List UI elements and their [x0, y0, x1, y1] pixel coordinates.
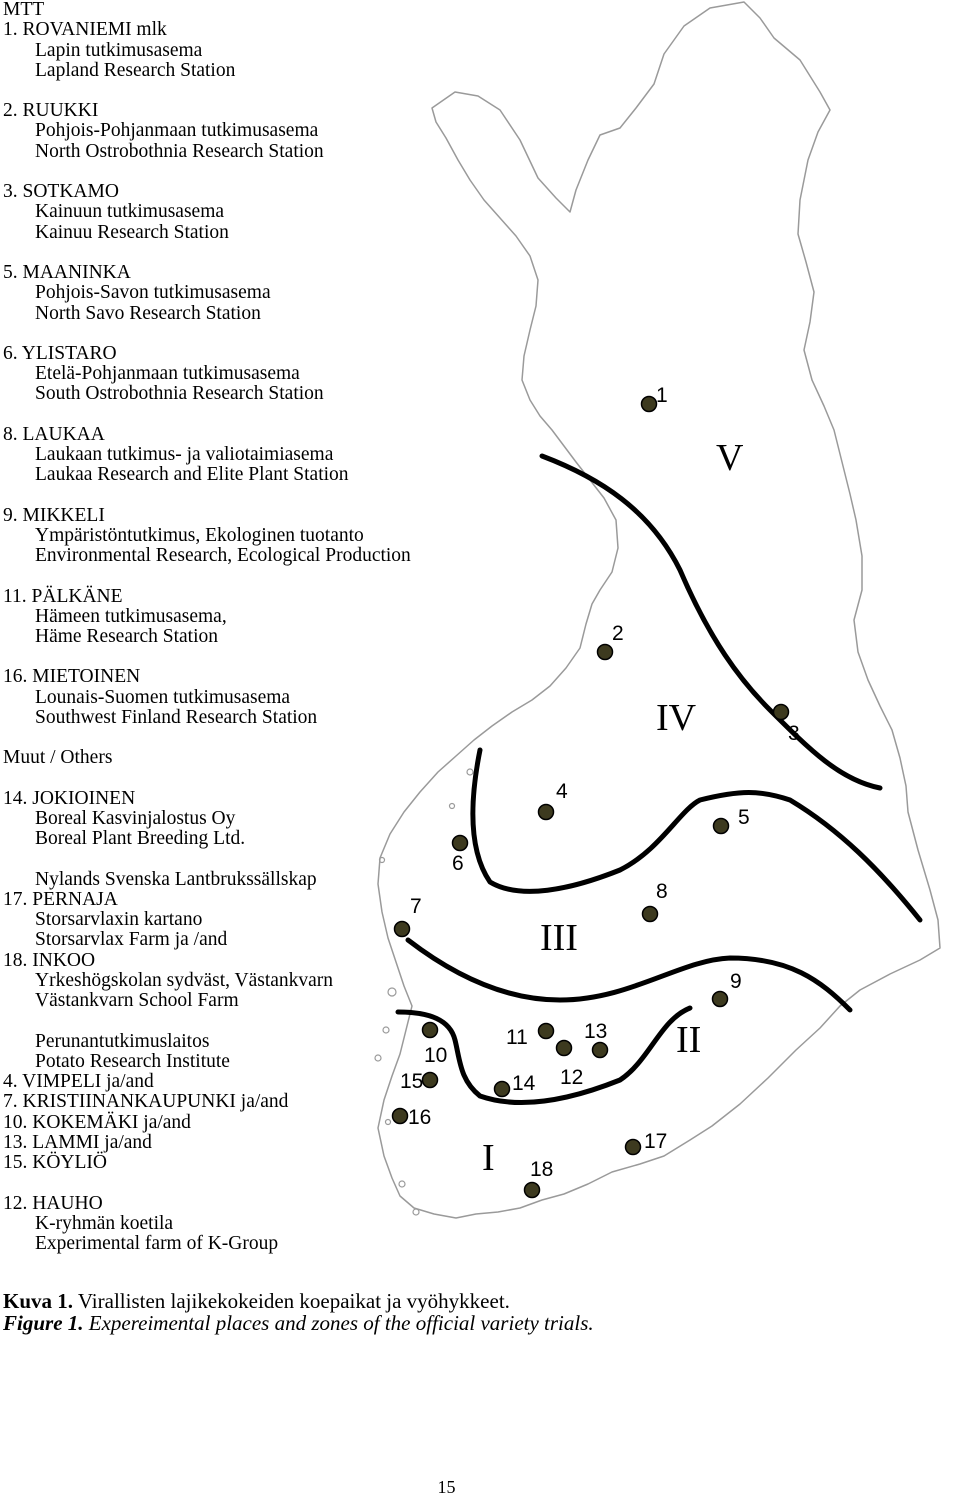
legend-line: Yrkeshögskolan sydväst, Västankvarn [35, 969, 334, 991]
legend-line: 4. VIMPELI ja/and [3, 1071, 154, 1093]
legend-line: Kainuu Research Station [35, 221, 229, 243]
site-label-12: 12 [560, 1066, 584, 1089]
zone-label-v: V [716, 437, 744, 479]
legend-line: 15. KÖYLIÖ [3, 1152, 107, 1174]
legend-line: 16. MIETOINEN [3, 666, 141, 688]
legend-line: South Ostrobothnia Research Station [35, 383, 324, 405]
site-marker-11 [539, 1024, 554, 1039]
site-marker-4 [539, 805, 554, 820]
zone-boundary-iv-iii [473, 750, 920, 920]
site-marker-1 [642, 397, 657, 412]
site-marker-14 [495, 1082, 510, 1097]
zone-label-iv: IV [656, 697, 697, 739]
legend-line: Lounais-Suomen tutkimusasema [35, 686, 291, 708]
site-label-14: 14 [512, 1072, 536, 1095]
legend-line: Boreal Plant Breeding Ltd. [35, 828, 246, 850]
legend-line: Lapland Research Station [35, 59, 236, 81]
site-label-6: 6 [452, 852, 464, 875]
site-marker-15 [423, 1073, 438, 1088]
site-label-11: 11 [506, 1026, 528, 1049]
legend-line: 9. MIKKELI [3, 504, 105, 526]
site-label-3: 3 [788, 722, 800, 745]
legend-line: 17. PERNAJA [3, 888, 118, 910]
legend-line: 10. KOKEMÄKI ja/and [3, 1111, 191, 1133]
site-marker-13 [593, 1043, 608, 1058]
legend-line: Perunantutkimuslaitos [35, 1030, 210, 1052]
legend-line: Västankvarn School Farm [35, 990, 239, 1012]
legend-line: Experimental farm of K-Group [35, 1233, 279, 1255]
zone-boundary-v-iv [542, 456, 880, 788]
site-label-8: 8 [656, 880, 668, 903]
caption-en-text: Expereimental places and zones of the official variety trials. [83, 1311, 594, 1335]
site-marker-2 [598, 645, 613, 660]
zone-label-ii: II [676, 1019, 702, 1061]
zone-boundary-iii-ii [408, 940, 850, 1010]
site-marker-6 [453, 836, 468, 851]
legend-line: Boreal Kasvinjalostus Oy [35, 807, 236, 829]
legend-line: 8. LAUKAA [3, 423, 105, 445]
legend-line: Etelä-Pohjanmaan tutkimusasema [35, 363, 300, 385]
legend-line: Häme Research Station [35, 626, 219, 648]
legend-line: 6. YLISTARO [3, 342, 117, 364]
site-label-1: 1 [656, 384, 668, 407]
site-marker-18 [525, 1183, 540, 1198]
legend-line: Storsarvlax Farm ja /and [35, 929, 228, 951]
legend-line: MTT [3, 0, 45, 20]
zone-label-i: I [482, 1137, 495, 1179]
site-marker-17 [626, 1140, 641, 1155]
legend-line: North Savo Research Station [35, 302, 261, 324]
legend-line: 3. SOTKAMO [3, 181, 119, 203]
site-label-5: 5 [738, 806, 750, 829]
site-label-15: 15 [400, 1070, 424, 1093]
legend-line: 5. MAANINKA [3, 261, 131, 283]
site-label-17: 17 [644, 1130, 668, 1153]
site-label-10: 10 [424, 1044, 448, 1067]
caption-en-label: Figure 1. [3, 1311, 84, 1335]
legend-line: Nylands Svenska Lantbrukssällskap [35, 868, 317, 890]
zone-labels [482, 437, 744, 1179]
legend-line: Southwest Finland Research Station [35, 707, 318, 729]
caption-fi-label: Kuva 1. [3, 1289, 74, 1313]
legend-line: Hämeen tutkimusasema, [35, 605, 227, 627]
legend-line: Pohjois-Pohjanmaan tutkimusasema [35, 120, 319, 142]
caption-fi-text: Virallisten lajikekokeiden koepaikat ja vyöhykkeet. [73, 1289, 510, 1313]
legend-line: 12. HAUHO [3, 1192, 103, 1214]
site-marker-12 [557, 1041, 572, 1056]
legend-line: Potato Research Institute [35, 1050, 230, 1072]
legend-line: Lapin tutkimusasema [35, 39, 203, 61]
legend-line: Muut / Others [3, 747, 113, 769]
zone-label-iii: III [540, 917, 578, 959]
site-label-9: 9 [730, 970, 742, 993]
site-legend [3, 0, 411, 1255]
site-label-13: 13 [584, 1020, 608, 1043]
site-marker-3 [774, 705, 789, 720]
legend-line: 11. PÄLKÄNE [3, 585, 123, 607]
legend-line: K-ryhmän koetila [35, 1212, 174, 1234]
site-label-2: 2 [612, 622, 624, 645]
legend-line: Laukaa Research and Elite Plant Station [35, 464, 349, 486]
site-label-16: 16 [408, 1106, 432, 1129]
site-marker-9 [713, 992, 728, 1007]
figure-caption [3, 1290, 594, 1334]
legend-line: Laukaan tutkimus- ja valiotaimiasema [35, 444, 334, 466]
legend-line: Kainuun tutkimusasema [35, 201, 225, 223]
legend-line: 13. LAMMI ja/and [3, 1132, 152, 1154]
legend-line: 1. ROVANIEMI mlk [3, 19, 167, 41]
legend-line: Storsarvlaxin kartano [35, 909, 203, 931]
legend-line: 14. JOKIOINEN [3, 787, 136, 809]
page-number: 15 [437, 1477, 456, 1497]
site-label-4: 4 [556, 780, 568, 803]
legend-line: 2. RUUKKI [3, 100, 99, 122]
legend-line: North Ostrobothnia Research Station [35, 140, 324, 162]
site-marker-8 [643, 907, 658, 922]
legend-line: Pohjois-Savon tutkimusasema [35, 282, 271, 304]
site-label-7: 7 [410, 895, 422, 918]
legend-line: 18. INKOO [3, 949, 96, 971]
site-marker-10 [423, 1023, 438, 1038]
site-marker-5 [714, 819, 729, 834]
legend-line: Ympäristöntutkimus, Ekologinen tuotanto [35, 524, 364, 546]
site-label-18: 18 [530, 1158, 554, 1181]
legend-line: 7. KRISTIINANKAUPUNKI ja/and [3, 1091, 289, 1113]
legend-line: Environmental Research, Ecological Production [35, 545, 411, 567]
